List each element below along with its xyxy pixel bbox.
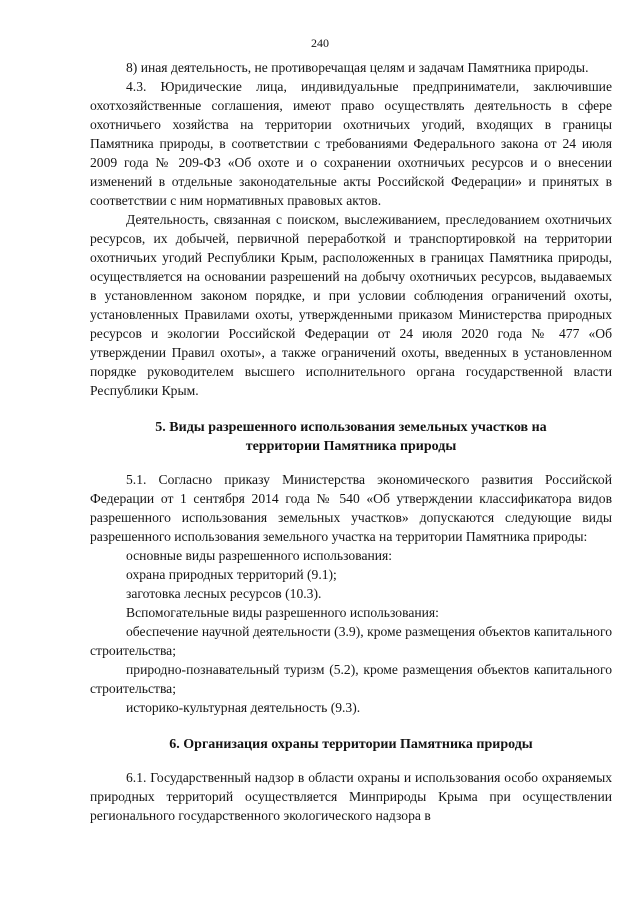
paragraph-item-8: 8) иная деятельность, не противоречащая целям и задачам Памятника природы.: [126, 60, 589, 75]
list-item: природно-познавательный туризм (5.2), кроме размещения объектов капитального строительства;: [90, 662, 612, 696]
paragraph-hunting-activity: Деятельность, связанная с поиском, выслеживанием, преследованием охотничьих ресурсов, их добычей, первичной переработкой и транспортировкой на территории охотничьих угодий Республики Крым, расположенных в границах Памятника природы, осуществляется на основании разрешений на добычу охотничьих ресурсов, выдаваемых в установленном законом порядке, и при условии соблюдения ограничений охоты, установленных Правилами охоты, утвержденными приказом Министерства природных ресурсов и экологии Российской Федерации от 24 июля 2020 года № 477 «Об утверждении Правил охоты», а также ограничений охоты, введенных в установленном порядке руководителем высшего исполнительного органа государственной власти Республики Крым.: [90, 212, 612, 398]
section-5-title-line2: территории Памятника природы: [245, 439, 457, 454]
list-item: основные виды разрешенного использования:: [126, 548, 393, 563]
list-item: заготовка лесных ресурсов (10.3).: [126, 586, 322, 601]
list-item: историко-культурная деятельность (9.3).: [126, 700, 361, 715]
list-item: обеспечение научной деятельности (3.9), кроме размещения объектов капитального строительства;: [90, 624, 612, 658]
paragraph-6-1: 6.1. Государственный надзор в области охраны и использования особо охраняемых природных территорий осуществляется Минприроды Крыма при осуществлении регионального государственного экологического надзора в: [90, 770, 612, 823]
paragraph-4-3: 4.3. Юридические лица, индивидуальные предприниматели, заключившие охотхозяйственные соглашения, имеют право осуществлять деятельность в сфере охотничьего хозяйства на территории охотничьих угодий, входящих в границы Памятника природы, в соответствии с требованиями Федерального закона от 24 июля 2009 года № 209-ФЗ «Об охоте и о сохранении охотничьих ресурсов и о внесении изменений в отдельные законодательные акты Российской Федерации» и принятых в соответствии с ним нормативных правовых актов.: [90, 79, 612, 208]
list-item: охрана природных территорий (9.1);: [126, 567, 337, 582]
section-6-title: 6. Организация охраны территории Памятника природы: [169, 737, 533, 752]
page-number: 240: [311, 36, 329, 50]
section-5-title-line1: 5. Виды разрешенного использования земельных участков на: [155, 420, 547, 435]
list-item: Вспомогательные виды разрешенного использования:: [126, 605, 439, 620]
document-body: [90, 58, 612, 825]
paragraph-5-1: 5.1. Согласно приказу Министерства экономического развития Российской Федерации от 1 сентября 2014 года № 540 «Об утверждении классификатора видов разрешенного использования земельных участков» допускаются следующие виды разрешенного использования земельного участка на территории Памятника природы:: [90, 472, 612, 544]
